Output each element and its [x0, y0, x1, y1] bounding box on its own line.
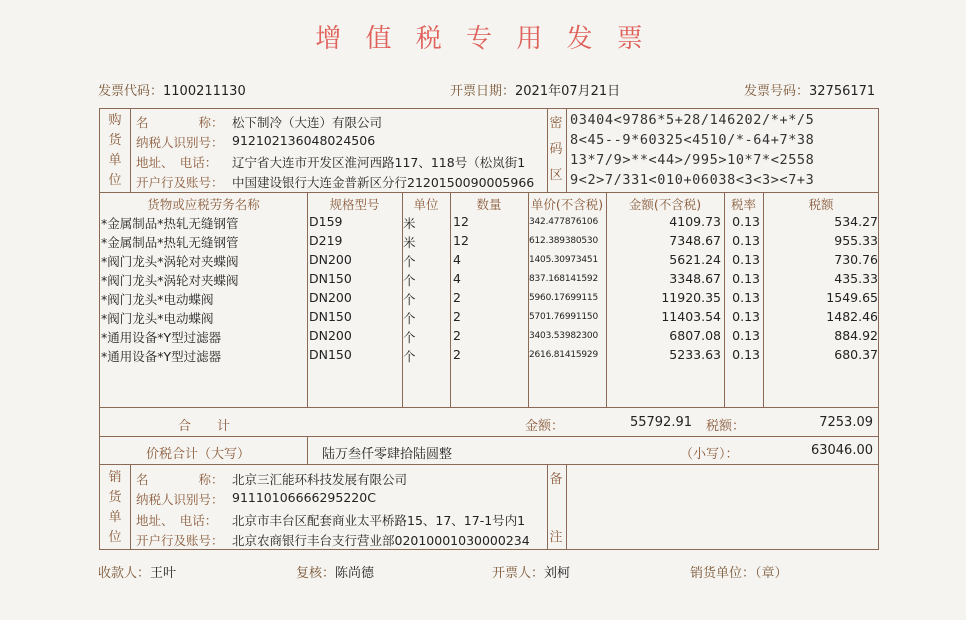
item-tax: 534.27 — [834, 214, 878, 229]
header-tax: 税额 — [808, 197, 834, 212]
table-row — [99, 252, 879, 271]
item-unit: 米 — [403, 235, 416, 250]
item-spec: D219 — [309, 233, 343, 248]
item-tax: 730.76 — [834, 252, 878, 267]
item-unit: 个 — [403, 330, 416, 345]
item-unit: 个 — [403, 254, 416, 269]
item-rate: 0.13 — [732, 290, 760, 305]
buyer-side-label — [104, 111, 126, 191]
buyer-tax-id: 912102136048024506 — [232, 133, 376, 148]
item-unit: 个 — [403, 311, 416, 326]
invoice-number-label: 发票号码： — [744, 84, 810, 99]
item-price: 837.168141592 — [529, 274, 598, 284]
cipher-line: 13*7/9>**<44>/995>10*7*<2558 — [570, 152, 815, 168]
seller-name: 北京三汇能环科技发展有限公司 — [232, 472, 408, 487]
item-name: *阀门龙头*电动蝶阀 — [101, 292, 214, 307]
item-qty: 12 — [453, 233, 469, 248]
invoice-date-label: 开票日期： — [450, 84, 516, 99]
buyer-side-char: 单 — [108, 153, 122, 168]
review-value: 陈尚德 — [335, 566, 375, 581]
item-tax: 1482.46 — [826, 309, 878, 324]
item-spec: DN200 — [309, 328, 352, 343]
item-name: *金属制品*热轧无缝钢管 — [101, 216, 239, 231]
item-amount: 5233.63 — [669, 347, 721, 362]
seller-address: 北京市丰台区配套商业太平桥路15、17、17-1号内1 — [232, 513, 526, 528]
invoice-code-value: 1100211130 — [163, 84, 246, 99]
buyer-side-char: 购 — [108, 113, 122, 128]
item-amount: 4109.73 — [669, 214, 721, 229]
item-name: *通用设备*Y型过滤器 — [101, 330, 222, 345]
item-price: 2616.81415929 — [529, 350, 598, 360]
seller-bank-label: 开户行及账号： — [136, 533, 224, 548]
invoice-number — [744, 80, 875, 99]
remarks-label — [548, 470, 564, 548]
item-spec: DN150 — [309, 347, 352, 362]
seller-side-label — [104, 468, 126, 548]
header-item-name: 货物或应税劳务名称 — [147, 197, 260, 212]
item-price: 342.477876106 — [529, 217, 598, 227]
footer-seller-seal: 销货单位：（章） — [690, 566, 788, 581]
buyer-side-char: 货 — [108, 133, 122, 148]
cipher-side-char: 区 — [549, 168, 563, 183]
item-name: *阀门龙头*涡轮对夹蝶阀 — [101, 254, 239, 269]
footer-review — [296, 562, 374, 581]
seller-side-char: 位 — [108, 530, 122, 545]
header-price: 单价(不含税) — [530, 197, 604, 212]
payee-value: 王叶 — [150, 566, 177, 581]
seller-address-label: 地址、 电话： — [136, 513, 218, 528]
seller-tax-id: 91110106666295220C — [232, 490, 376, 505]
item-qty: 2 — [453, 290, 461, 305]
totals-tax: 7253.09 — [819, 415, 873, 430]
seller-side-char: 单 — [108, 510, 122, 525]
item-spec: DN150 — [309, 309, 352, 324]
grand-words: 陆万叁仟零肆拾陆圆整 — [322, 447, 453, 462]
buyer-bank-label: 开户行及账号： — [136, 175, 224, 190]
item-amount: 3348.67 — [669, 271, 721, 286]
issuer-value: 刘柯 — [544, 566, 571, 581]
seller-name-label: 名 称： — [136, 472, 224, 487]
buyer-name-label: 名 称： — [136, 115, 224, 130]
totals-amount: 55792.91 — [629, 415, 692, 430]
header-unit: 单位 — [413, 197, 439, 212]
buyer-side-char: 位 — [108, 173, 122, 188]
item-unit: 个 — [403, 349, 416, 364]
item-name: *通用设备*Y型过滤器 — [101, 349, 222, 364]
item-tax: 680.37 — [834, 347, 878, 362]
item-rate: 0.13 — [732, 233, 760, 248]
item-unit: 个 — [403, 273, 416, 288]
grand-small: 63046.00 — [810, 443, 873, 458]
item-amount: 7348.67 — [669, 233, 721, 248]
buyer-bank: 中国建设银行大连金普新区分行2120150090005966 — [232, 175, 535, 190]
item-amount: 11920.35 — [661, 290, 721, 305]
cipher-side-char: 码 — [549, 142, 563, 157]
invoice-code — [98, 80, 246, 99]
grand-small-label: （小写）： — [680, 447, 739, 462]
totals-amount-label: 金额： — [525, 419, 565, 434]
item-spec: DN200 — [309, 252, 352, 267]
footer-issuer — [492, 562, 570, 581]
item-qty: 2 — [453, 309, 461, 324]
item-price: 5960.17699115 — [529, 293, 598, 303]
cipher-line: 9<2>7/331<010+06038<3<3><7+3 — [570, 172, 815, 188]
seller-side-char: 货 — [108, 490, 122, 505]
table-row — [99, 271, 879, 290]
invoice-date-value: 2021年07月21日 — [515, 84, 621, 99]
item-amount: 5621.24 — [669, 252, 721, 267]
header-qty: 数量 — [476, 197, 502, 212]
invoice-date — [450, 80, 620, 99]
buyer-address: 辽宁省大连市开发区淮河西路117、118号（松岚街1 — [232, 155, 526, 170]
item-rate: 0.13 — [732, 328, 760, 343]
review-label: 复核： — [296, 566, 336, 581]
item-tax: 955.33 — [834, 233, 878, 248]
items-list — [99, 214, 879, 374]
item-rate: 0.13 — [732, 252, 760, 267]
table-row — [99, 233, 879, 252]
issuer-label: 开票人： — [492, 566, 545, 581]
cipher-side-label — [548, 111, 564, 189]
invoice-code-label: 发票代码： — [98, 84, 164, 99]
grand-label: 价税合计（大写） — [146, 447, 251, 462]
cipher-line: 03404<9786*5+28/146202/*+*/5 — [570, 112, 815, 128]
payee-label: 收款人： — [98, 566, 151, 581]
totals-tax-label: 税额： — [706, 419, 746, 434]
item-amount: 6807.08 — [669, 328, 721, 343]
item-qty: 4 — [453, 252, 461, 267]
table-row — [99, 347, 879, 366]
item-tax: 884.92 — [834, 328, 878, 343]
item-price: 5701.76991150 — [529, 312, 598, 322]
item-price: 3403.53982300 — [529, 331, 598, 341]
remarks-char: 备 — [549, 472, 563, 487]
item-name: *阀门龙头*涡轮对夹蝶阀 — [101, 273, 239, 288]
item-rate: 0.13 — [732, 214, 760, 229]
header-amount: 金额(不含税) — [628, 197, 702, 212]
item-unit: 个 — [403, 292, 416, 307]
item-rate: 0.13 — [732, 347, 760, 362]
invoice-number-value: 32756171 — [809, 84, 876, 99]
item-price: 1405.30973451 — [529, 255, 598, 265]
footer-payee — [98, 562, 176, 581]
item-tax: 1549.65 — [826, 290, 878, 305]
seller-side-char: 销 — [108, 470, 122, 485]
header-spec: 规格型号 — [329, 197, 380, 212]
item-price: 612.389380530 — [529, 236, 598, 246]
item-spec: DN200 — [309, 290, 352, 305]
table-row — [99, 309, 879, 328]
item-rate: 0.13 — [732, 271, 760, 286]
header-rate: 税率 — [730, 197, 756, 212]
cipher-side-char: 密 — [549, 116, 563, 131]
item-qty: 12 — [453, 214, 469, 229]
table-row — [99, 328, 879, 347]
buyer-address-label: 地址、 电话： — [136, 155, 218, 170]
seller-tax-label: 纳税人识别号： — [136, 492, 224, 507]
table-row — [99, 290, 879, 309]
cipher-line: 8<45--9*60325<4510/*-64+7*38 — [570, 132, 815, 148]
item-amount: 11403.54 — [661, 309, 721, 324]
item-rate: 0.13 — [732, 309, 760, 324]
item-tax: 435.33 — [834, 271, 878, 286]
item-qty: 2 — [453, 328, 461, 343]
item-spec: D159 — [309, 214, 343, 229]
item-name: *金属制品*热轧无缝钢管 — [101, 235, 239, 250]
remarks-char: 注 — [549, 530, 563, 545]
table-row — [99, 214, 879, 233]
seller-bank: 北京农商银行丰台支行营业部02010001030000234 — [232, 533, 530, 548]
buyer-tax-label: 纳税人识别号： — [136, 135, 224, 150]
item-name: *阀门龙头*电动蝶阀 — [101, 311, 214, 326]
item-unit: 米 — [403, 216, 416, 231]
invoice-title: 增 值 税 专 用 发 票 — [315, 24, 651, 54]
item-qty: 2 — [453, 347, 461, 362]
item-spec: DN150 — [309, 271, 352, 286]
totals-label: 合 计 — [178, 419, 231, 434]
item-qty: 4 — [453, 271, 461, 286]
buyer-name: 松下制冷（大连）有限公司 — [232, 115, 383, 130]
